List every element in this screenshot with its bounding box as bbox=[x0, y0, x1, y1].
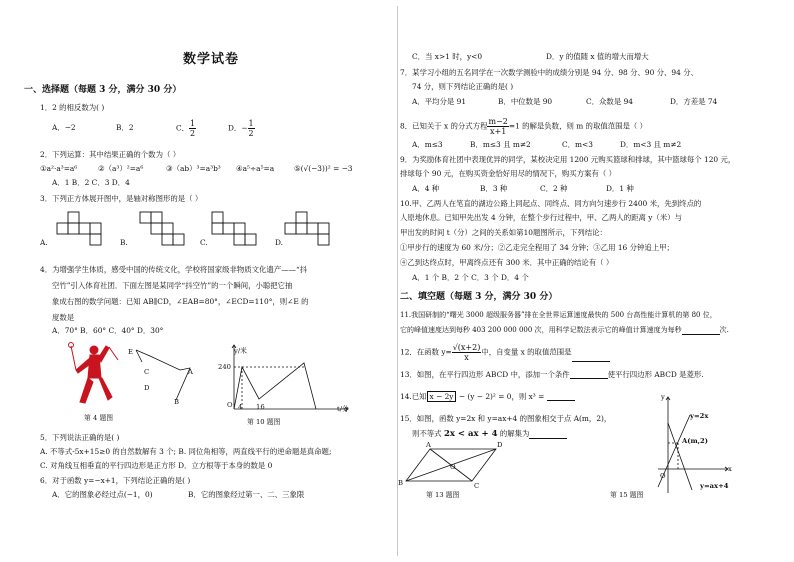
q6-option-b: B．它的图象经过第一、二、三象限 bbox=[188, 490, 305, 499]
q2-options: A．1 B．2 C．3 D．4 bbox=[52, 178, 130, 187]
fig15-point-a: A(m,2) bbox=[682, 437, 708, 445]
fig15-y-axis-label: y bbox=[661, 393, 665, 401]
q1-option-d: D．− $\frac{1}{2}$ bbox=[228, 119, 254, 138]
q7-option-b: B．中位数是 90 bbox=[498, 97, 553, 106]
fig15-x-axis-label: x bbox=[728, 465, 732, 473]
section-fill-heading: 二、填空题（每题 3 分，满分 30 分） bbox=[400, 292, 558, 302]
q9-option-b: B．3 种 bbox=[480, 184, 508, 193]
q7-line-1: 7．某学习小组的五名同学在一次数学测验中的成绩分别是 94 分、98 分、90 分、94 分、 bbox=[400, 68, 698, 77]
q10-line-2: 人原地休息。已知甲先出发 4 分钟，在整个步行过程中，甲、乙两人的距离 y（米）与 bbox=[400, 213, 682, 222]
fig13-label-c: C bbox=[474, 482, 480, 490]
q7-option-c: C．众数是 94 bbox=[586, 97, 633, 106]
q4-line-1: 4．为增强学生体质，感受中国的传统文化，学校将国家级非物质文化遗产——“抖 bbox=[40, 265, 308, 274]
q8-stem: 8．已知关于 x 的分式方程 $\frac{m-2}{x+1}$ =1 的解是负数，则 m 的取值范围是（ ） bbox=[400, 117, 648, 136]
fig10-x-label: t/分 bbox=[337, 405, 349, 413]
column-divider bbox=[397, 6, 398, 556]
q4-line-2: 空竹”引入体育社团．下面左图是某同学“抖空竹”的一个瞬间，小聪把它抽 bbox=[52, 281, 293, 290]
q9-line-2: 排球每个 90 元，在购买资金恰好用尽的情况下，购买方案有（ ） bbox=[400, 169, 617, 178]
fig10-origin: O bbox=[227, 401, 233, 409]
fig13-label-a: A bbox=[426, 441, 431, 449]
q4-label-d: D bbox=[144, 384, 150, 392]
q9-option-d: D．1 种 bbox=[606, 184, 634, 193]
q6-option-c: C．当 x>1 时，y<0 bbox=[412, 52, 483, 61]
q15-line-2: 则不等式 2x < ax + 4 的解集为 bbox=[412, 429, 567, 439]
q1-option-b: B．2 bbox=[116, 123, 134, 132]
q4-line-3: 象成右图的数学问题：已知 AB∥CD，∠EAB=80°，∠ECD=110°，则∠E 的 bbox=[52, 297, 309, 306]
fig15-line1-label: y=2x bbox=[690, 412, 709, 420]
q3-cube-nets bbox=[52, 208, 382, 254]
q3-option-d: D. bbox=[275, 238, 284, 247]
q2-stem: 2．下列运算：其中结果正确的个数为（ ） bbox=[40, 150, 181, 159]
q6-option-a: A．它的图象必经过点(−1，0) bbox=[52, 490, 153, 499]
q4-options: A．70° B．60° C．40° D．30° bbox=[52, 326, 164, 335]
q3-stem: 3．下列正方体展开图中，是轴对称图形的是（ ） bbox=[40, 194, 203, 203]
fig10-y-label: y/米 bbox=[234, 347, 247, 355]
page-title: 数学试卷 bbox=[183, 52, 240, 67]
q10-line-5: ④乙到达终点时，甲离终点还有 300 米．其中正确的结论有（ ） bbox=[400, 258, 614, 267]
fig10-x-16: 16 bbox=[256, 403, 265, 411]
q2-expr-4: ④a⁵÷a⁵=a bbox=[236, 164, 275, 173]
q3-option-c: C. bbox=[200, 238, 208, 247]
q8-option-a: A．m≤3 bbox=[412, 140, 443, 149]
q4-geometry-diagram bbox=[134, 348, 204, 408]
q8-option-b: B．m≤3 且 m≠2 bbox=[470, 140, 531, 149]
q7-option-a: A．平均分是 91 bbox=[412, 97, 467, 106]
q7-line-2: 74 分，则下列结论正确的是( ) bbox=[412, 82, 514, 91]
fig15-origin: O bbox=[660, 472, 666, 480]
q11-line-2: 它的峰值速度达到每秒 403 200 000 000 次，用科学记数法表示它的峰值计算速度为每秒 次. bbox=[400, 326, 729, 334]
section-choice-heading: 一、选择题（每题 3 分，满分 30 分） bbox=[24, 85, 182, 95]
fig13-label-b: B bbox=[398, 479, 403, 487]
q10-options: A．1 个 B．2 个 C．3 个 D．4 个 bbox=[412, 273, 529, 282]
q9-line-1: 9．为奖励体育社团中表现优异的同学，某校决定用 1200 元购买篮球和排球，其中篮球每个 120 元， bbox=[400, 155, 736, 164]
q4-label-e: E bbox=[128, 348, 133, 356]
fig15-line2-label: y=ax+4 bbox=[700, 482, 729, 490]
fig15-caption: 第 15 题图 bbox=[610, 491, 644, 499]
fig4-caption: 第 4 题图 bbox=[84, 414, 114, 422]
q1-stem: 1．2 的相反数为( ) bbox=[40, 103, 105, 112]
q2-expr-1: ①a²·a³=a⁶ bbox=[40, 164, 78, 173]
fig10-caption: 第 10 题图 bbox=[247, 418, 281, 426]
q4-label-b: B bbox=[174, 398, 179, 406]
q9-option-c: C．2 种 bbox=[540, 184, 568, 193]
fig10-y-240: 240 bbox=[218, 363, 231, 371]
q8-option-d: D．m<3 且 m≠2 bbox=[620, 140, 682, 149]
q4-label-c: C bbox=[144, 368, 150, 376]
q3-option-b: B. bbox=[120, 238, 128, 247]
fig13-caption: 第 13 题图 bbox=[426, 491, 460, 499]
fig10-x-4: 4 bbox=[238, 403, 243, 411]
q9-option-a: A．4 种 bbox=[412, 184, 440, 193]
q2-expr-3: ③（ab）³=a³b³ bbox=[166, 164, 221, 173]
q4-line-4: 度数是 bbox=[52, 313, 75, 322]
q6-option-d: D．y 的值随 x 值的增大而增大 bbox=[546, 52, 649, 61]
q15-line-1: 15．如图，函数 y=2x 和 y=ax+4 的图象相交于点 A(m，2)， bbox=[400, 414, 612, 423]
q7-option-d: D．方差是 74 bbox=[670, 97, 718, 106]
q14-stem: 14.已知 x − 2y − (y − 2)² = 0，则 x³ = bbox=[400, 392, 575, 401]
q1-option-c: C． $\frac{1}{2}$ bbox=[176, 119, 196, 138]
q4-label-a: A bbox=[188, 368, 193, 376]
q3-option-a: A. bbox=[40, 238, 48, 247]
fig13-label-o: O bbox=[450, 463, 456, 471]
q10-line-4: ①甲步行的速度为 60 米/分；②乙走完全程用了 34 分钟；③乙用 16 分钟追上甲； bbox=[400, 243, 674, 252]
q10-line-3: 甲出发的时间 t（分）之间的关系如第10题图所示，下列结论： bbox=[400, 228, 607, 237]
q12-stem: 12．在函数 y= $\frac{√(x+2)}{x}$ 中，自变量 x 的取值范围是 bbox=[400, 343, 610, 362]
q1-option-a: A．−2 bbox=[52, 123, 76, 132]
q2-expr-5: ⑤(√(−3))² = −3 bbox=[294, 164, 353, 173]
fig13-label-d: D bbox=[497, 441, 503, 449]
q10-line-1: 10.甲、乙两人在笔直的湖边公路上同起点、同终点、同方向匀速步行 2400 米，先到终点的 bbox=[400, 199, 702, 208]
q5-stem: 5．下列说法正确的是( ) bbox=[40, 433, 120, 442]
q6-stem: 6．对于函数 y=−x+1，下列结论正确的是( ) bbox=[40, 476, 191, 485]
q5-line-1: A. 不等式-5x+15≥0 的自然数解有 3 个; B. 同位角相等，两直线平行的逆命题是真命题; bbox=[40, 447, 332, 456]
diabolo-player-image bbox=[66, 340, 126, 408]
q8-option-c: C．m<3 bbox=[562, 140, 593, 149]
q13-stem: 13．如图，在平行四边形 ABCD 中，添加一个条件 使平行四边形 ABCD 是菱形. bbox=[400, 370, 704, 379]
fig15-graph bbox=[656, 395, 736, 495]
q5-line-2: C. 对角线互相垂直的平行四边形是正方形 D．立方根等于本身的数是 0 bbox=[40, 461, 273, 470]
q2-expr-2: ②（a³）²=a⁶ bbox=[98, 164, 144, 173]
q11-line-1: 11.我国研制的“曙光 3000 超级服务器”排在全世界运算速度最快的 500 台高性能计算机的第 80 位， bbox=[400, 311, 717, 319]
